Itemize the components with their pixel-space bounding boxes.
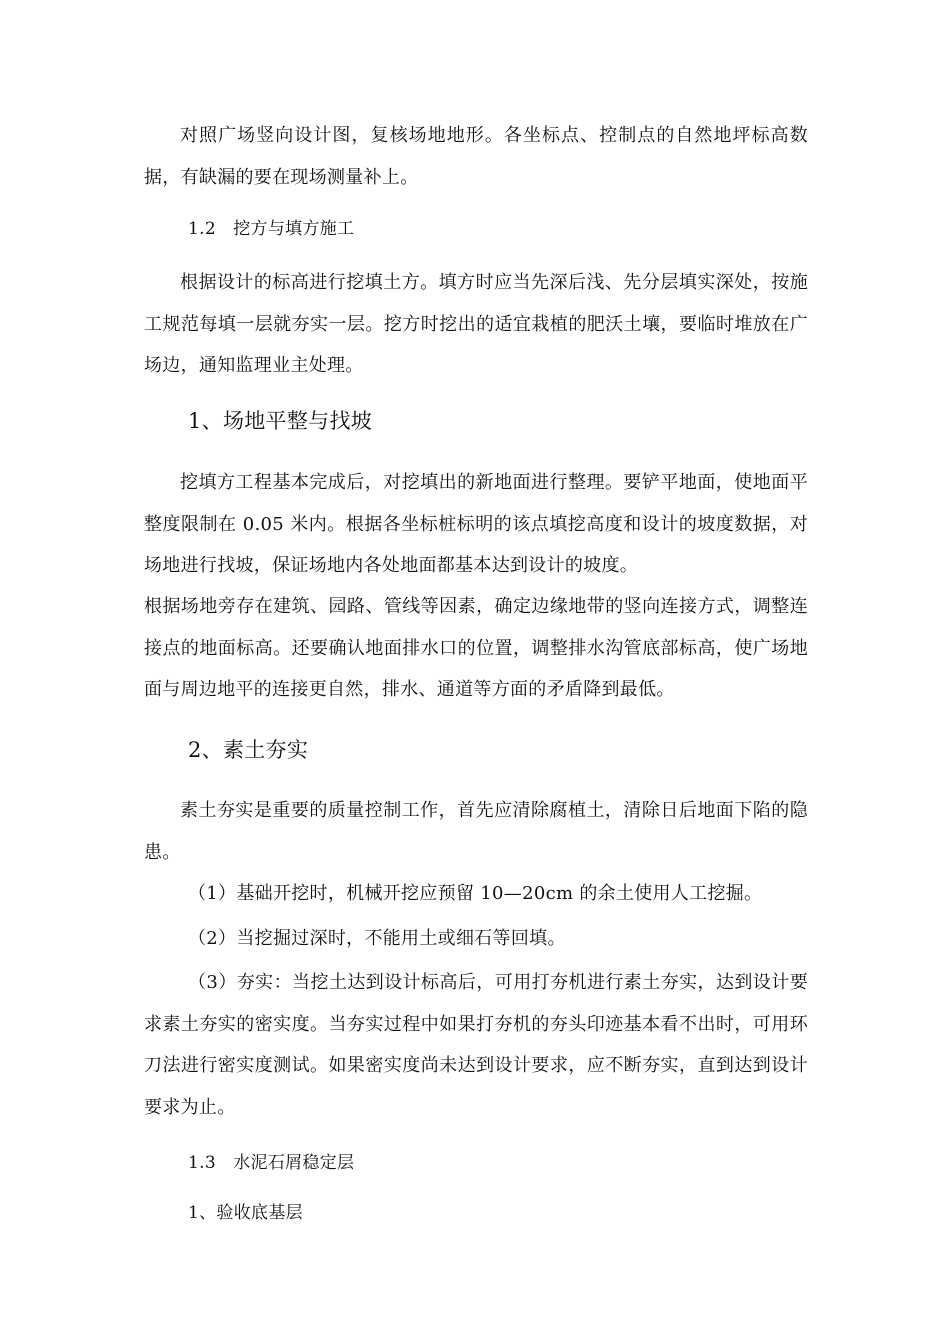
list-item-3: （3）夯实：当挖土达到设计标高后，可用打夯机进行素土夯实，达到设计要求素土夯实的密实度。当夯实过程中如果打夯机的夯头印迹基本看不出时，可用环刀法进行密实度测试。如果密实度尚未达到设计要求，应不断夯实，直到达到设计要求为止。 [144, 972, 808, 1118]
paragraph-tamping-intro: 素土夯实是重要的质量控制工作，首先应清除腐植土，清除日后地面下陷的隐患。 [144, 800, 808, 863]
paragraph-edge-connection: 根据场地旁存在建筑、园路、管线等因素，确定边缘地带的竖向连接方式，调整连接点的地面标高。还要确认地面排水口的位置，调整排水沟管底部标高，使广场地面与周边地平的连接更自然，排水、通道等方面的矛盾降到最低。 [144, 596, 808, 700]
heading-site-leveling: 1、场地平整与找坡 [188, 409, 373, 433]
list-item-2: （2）当挖掘过深时，不能用土或细石等回填。 [188, 928, 566, 949]
paragraph-terrain-check: 对照广场竖向设计图，复核场地地形。各坐标点、控制点的自然地坪标高数据，有缺漏的要在现场测量补上。 [144, 125, 808, 188]
paragraph-leveling: 挖填方工程基本完成后，对挖填出的新地面进行整理。要铲平地面，使地面平整度限制在 0.05 米内。根据各坐标桩标明的该点填挖高度和设计的坡度数据，对场地进行找坡，保证场地内各处地面都基本达到设计的坡度。 [144, 472, 808, 576]
list-item-1: （1）基础开挖时，机械开挖应预留 10—20cm 的余土使用人工挖掘。 [188, 883, 763, 904]
section-heading-1-2: 1.2 挖方与填方施工 [188, 219, 355, 239]
heading-soil-tamping: 2、素土夯实 [188, 738, 309, 762]
heading-accept-base: 1、验收底基层 [188, 1203, 303, 1223]
section-heading-1-3: 1.3 水泥石屑稳定层 [188, 1153, 355, 1173]
paragraph-cut-fill: 根据设计的标高进行挖填土方。填方时应当先深后浅、先分层填实深处，按施工规范每填一层就夯实一层。挖方时挖出的适宜栽植的肥沃土壤，要临时堆放在广场边，通知监理业主处理。 [144, 272, 808, 376]
